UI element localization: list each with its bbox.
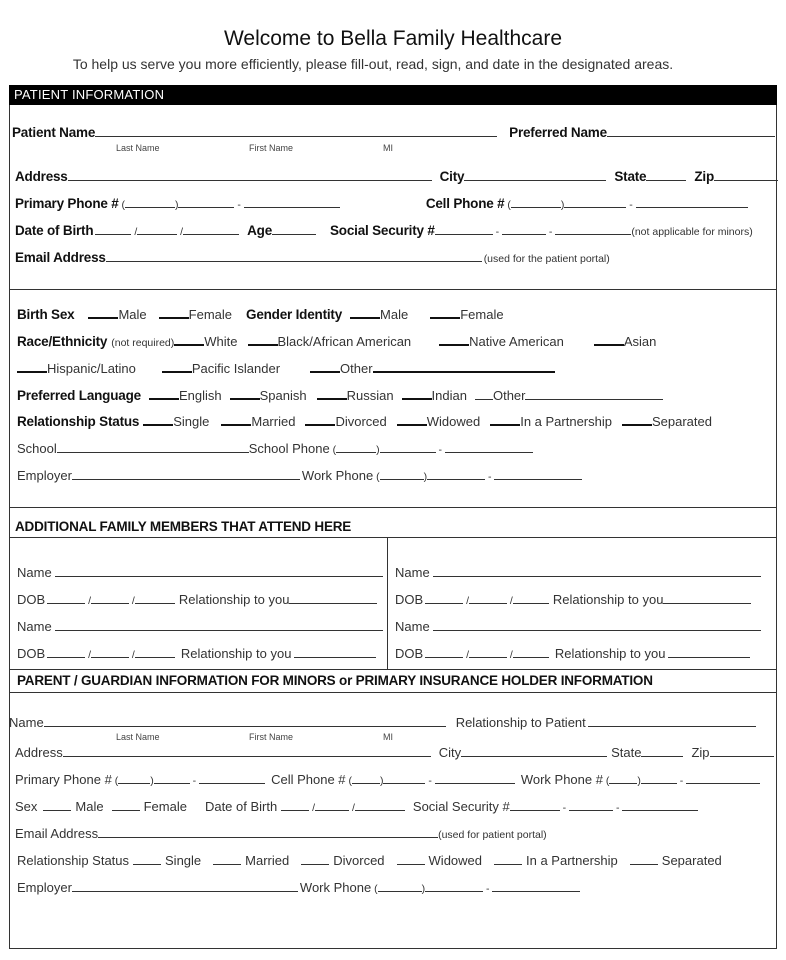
family-2-relationship-label: Relationship to you [552,592,664,607]
work-phone-prefix[interactable] [427,468,485,480]
employer-label: Employer [17,468,72,483]
dob-month[interactable] [95,223,131,235]
family-2-dob-row: DOB / / Relationship to you [395,592,751,607]
email-label: Email Address [15,250,106,265]
guardian-zip-label: Zip [691,745,710,760]
race-pacific-label: Pacific Islander [191,361,281,376]
race-other-check[interactable] [310,361,340,373]
family-1-relationship-label: Relationship to you [178,592,290,607]
rel-widowed-label: Widowed [426,414,481,429]
guardian-employer-field[interactable] [72,880,298,892]
primary-phone-area[interactable] [125,196,175,208]
guardian-rel-status-label: Relationship Status [17,853,130,868]
rel-separated-check[interactable] [622,414,652,426]
guardian-name-field[interactable] [44,715,446,727]
family-3-dob-month[interactable] [47,646,85,658]
guardian-workphone-prefix[interactable] [425,880,483,892]
language-row [17,388,663,403]
phone-row: Primary Phone # ( ) - Cell Phone # ( ) - [15,196,748,211]
guardian-phone-row: Primary Phone # ( ) - Cell Phone # ( ) - Work Phone # ( ) - [15,772,760,787]
family-2-dob-year[interactable] [513,592,549,604]
guardian-ssn-part3[interactable] [622,799,698,811]
race-white-label: White [204,334,238,349]
primary-phone-label: Primary Phone # [15,196,119,211]
guardian-email-field[interactable] [98,826,438,838]
gender-male-check[interactable] [350,307,380,319]
family-4-name-label: Name [395,619,430,634]
birth-sex-female-label: Female [188,307,233,322]
age-label: Age [247,223,272,238]
guardian-single-label: Single [165,853,202,868]
patient-name-field[interactable] [95,125,497,137]
family-1-name-field[interactable] [55,565,383,577]
guardian-work-line[interactable] [686,772,760,784]
email-row [15,250,610,265]
gender-identity-label: Gender Identity [246,307,343,322]
guardian-section-header: PARENT / GUARDIAN INFORMATION FOR MINORS or PRIMARY INSURANCE HOLDER INFORMATION [17,673,653,688]
guardian-zip-field[interactable] [710,745,774,757]
guardian-employer-label: Employer [17,880,72,895]
race-note: (not required) [111,337,175,349]
lang-english-label: English [178,388,222,403]
work-phone-label: Work Phone [301,468,374,483]
family-2-name-field[interactable] [433,565,761,577]
form-subtitle: To help us serve you more efficiently, please fill-out, read, sign, and date in the designated areas. [72,56,674,72]
family-3-name-row [17,619,383,634]
state-field[interactable] [646,169,686,181]
guardian-first-name-caption: First Name [249,732,294,742]
family-2-dob-label: DOB [395,592,424,607]
divider [9,537,777,538]
zip-field[interactable] [714,169,778,181]
guardian-dob-day[interactable] [315,799,349,811]
guardian-married-check[interactable] [213,853,241,865]
birth-sex-male-check[interactable] [88,307,118,319]
rel-married-label: Married [251,414,296,429]
birth-sex-label: Birth Sex [17,307,75,322]
guardian-partnership-check[interactable] [494,853,522,865]
guardian-employer-row: Employer Work Phone ( ) - [17,880,580,895]
divider [9,669,777,670]
preferred-name-label: Preferred Name [509,125,607,140]
guardian-workphone-area[interactable] [378,880,422,892]
guardian-state-label: State [611,745,642,760]
rel-partnership-check[interactable] [490,414,520,426]
guardian-separated-check[interactable] [630,853,658,865]
lang-russian-label: Russian [346,388,394,403]
form-title: Welcome to Bella Family Healthcare [223,27,563,50]
race-pacific-check[interactable] [162,361,192,373]
guardian-relationship-label: Relationship to Patient [455,715,586,730]
guardian-dob-label: Date of Birth [204,799,278,814]
family-2-name-row [395,565,761,580]
language-label: Preferred Language [17,388,141,403]
guardian-email-label: Email Address [15,826,99,841]
race-native-label: Native American [469,334,564,349]
school-field[interactable] [57,441,249,453]
rel-married-check[interactable] [221,414,251,426]
family-3-dob-day[interactable] [91,646,129,658]
family-3-relationship-field[interactable] [294,646,376,658]
family-2-dob-month[interactable] [425,592,463,604]
patient-name-label: Patient Name [12,125,96,140]
address-field[interactable] [68,169,432,181]
race-hispanic-check[interactable] [17,361,47,373]
lang-indian-label: Indian [431,388,467,403]
family-1-dob-row: DOB / / Relationship to you [17,592,377,607]
cell-phone-prefix[interactable] [564,196,626,208]
school-label: School [17,441,57,456]
cell-phone-label: Cell Phone # [425,196,505,211]
guardian-sex-row: Sex Male Female Date of Birth / / Social Security # - - [15,799,698,814]
patient-name-row [12,125,775,140]
guardian-ssn-part2[interactable] [569,799,613,811]
guardian-state-field[interactable] [641,745,683,757]
school-phone-area[interactable] [336,441,376,453]
guardian-female-check[interactable] [112,799,140,811]
family-3-name-label: Name [17,619,52,634]
state-label: State [614,169,647,184]
employer-row: Employer Work Phone ( ) - [17,468,582,483]
guardian-separated-label: Separated [661,853,722,868]
guardian-primary-line[interactable] [199,772,265,784]
family-3-dob-row: DOB / / Relationship to you [17,646,376,661]
work-phone-line[interactable] [494,468,582,480]
family-4-dob-label: DOB [395,646,424,661]
family-3-relationship-label: Relationship to you [180,646,292,661]
relationship-status-label: Relationship Status [17,414,140,429]
gender-female-check[interactable] [430,307,460,319]
guardian-address-field[interactable] [63,745,431,757]
lang-spanish-check[interactable] [230,388,260,400]
primary-phone-prefix[interactable] [178,196,234,208]
rel-single-label: Single [173,414,210,429]
family-4-dob-row: DOB / / Relationship to you [395,646,750,661]
dob-year[interactable] [183,223,239,235]
guardian-email-note: (used for patient portal) [438,829,547,841]
family-4-relationship-label: Relationship to you [554,646,666,661]
school-phone-line[interactable] [445,441,533,453]
family-1-relationship-field[interactable] [289,592,377,604]
guardian-cell-phone-label: Cell Phone # [271,772,346,787]
email-field[interactable] [106,250,482,262]
guardian-partnership-label: In a Partnership [526,853,618,868]
race-asian-label: Asian [623,334,657,349]
guardian-workphone-line[interactable] [492,880,580,892]
family-4-name-row [395,619,761,634]
rel-divorced-check[interactable] [305,414,335,426]
family-3-name-field[interactable] [55,619,383,631]
guardian-widowed-check[interactable] [397,853,425,865]
ssn-part2[interactable] [502,223,546,235]
birth-sex-female-check[interactable] [159,307,189,319]
guardian-male-check[interactable] [43,799,71,811]
ssn-label: Social Security # [330,223,435,238]
race-asian-check[interactable] [594,334,624,346]
guardian-relationship-field[interactable] [588,715,756,727]
guardian-work-prefix[interactable] [641,772,677,784]
work-phone-area[interactable] [380,468,424,480]
last-name-caption: Last Name [116,143,160,153]
guardian-email-row [15,826,547,841]
rel-single-check[interactable] [143,414,173,426]
race-white-check[interactable] [174,334,204,346]
divider [9,289,777,290]
primary-phone-line[interactable] [244,196,340,208]
guardian-divorced-check[interactable] [301,853,329,865]
family-1-name-label: Name [17,565,52,580]
divider [9,692,777,693]
guardian-divorced-label: Divorced [333,853,385,868]
guardian-dob-year[interactable] [355,799,405,811]
dob-label: Date of Birth [15,223,94,238]
guardian-female-label: Female [143,799,187,814]
lang-other-field[interactable] [525,388,663,400]
family-2-relationship-field[interactable] [663,592,751,604]
guardian-primary-area[interactable] [118,772,150,784]
gender-female-label: Female [460,307,504,322]
school-row: School School Phone ( ) - [17,441,533,456]
guardian-ssn-label: Social Security # [412,799,510,814]
family-4-relationship-field[interactable] [668,646,750,658]
family-1-dob-month[interactable] [47,592,85,604]
lang-other-label: Other [492,388,526,403]
guardian-address-label: Address [15,745,63,760]
race-other-field[interactable] [373,361,555,373]
age-field[interactable] [272,223,316,235]
city-label: City [439,169,465,184]
ssn-note: (not applicable for minors) [631,226,753,238]
race-row [17,334,656,349]
cell-phone-line[interactable] [636,196,748,208]
guardian-primary-phone-label: Primary Phone # [15,772,112,787]
dob-day[interactable] [137,223,177,235]
ssn-part3[interactable] [555,223,631,235]
rel-divorced-label: Divorced [335,414,387,429]
guardian-dob-month[interactable] [281,799,309,811]
school-phone-prefix[interactable] [380,441,436,453]
guardian-name-row [9,715,756,730]
guardian-work-phone-label: Work Phone [299,880,372,895]
zip-label: Zip [694,169,715,184]
city-field[interactable] [464,169,606,181]
guardian-ssn-part1[interactable] [510,799,560,811]
gender-male-label: Male [380,307,409,322]
guardian-city-field[interactable] [461,745,607,757]
email-note: (used for the patient portal) [483,253,610,265]
family-section-header: ADDITIONAL FAMILY MEMBERS THAT ATTEND HERE [15,519,352,534]
family-2-name-label: Name [395,565,430,580]
divider [9,507,777,508]
race-hispanic-label: Hispanic/Latino [47,361,136,376]
dob-row: Date of Birth / / Age Social Security # - - (not applicable for minors) [15,223,753,238]
guardian-city-label: City [438,745,462,760]
guardian-cell-line[interactable] [435,772,515,784]
rel-widowed-check[interactable] [397,414,427,426]
race-row-2 [17,361,555,376]
race-black-label: Black/African American [277,334,412,349]
guardian-last-name-caption: Last Name [116,732,160,742]
race-native-check[interactable] [439,334,469,346]
employer-field[interactable] [72,468,300,480]
form-frame [9,85,777,949]
lang-other-check[interactable] [475,388,493,400]
address-row [15,169,778,184]
family-1-dob-label: DOB [17,592,46,607]
guardian-primary-prefix[interactable] [154,772,190,784]
first-name-caption: First Name [249,143,294,153]
family-3-dob-label: DOB [17,646,46,661]
race-other-label: Other [340,361,373,376]
family-1-dob-year[interactable] [135,592,175,604]
guardian-work-area[interactable] [609,772,637,784]
guardian-married-label: Married [245,853,290,868]
cell-phone-area[interactable] [511,196,561,208]
address-label: Address [15,169,68,184]
lang-english-check[interactable] [149,388,179,400]
family-2-dob-day[interactable] [469,592,507,604]
guardian-sex-label: Sex [15,799,38,814]
family-4-dob-year[interactable] [513,646,549,658]
family-1-name-row [17,565,383,580]
guardian-mi-caption: MI [383,732,393,742]
guardian-work-phone-hash-label: Work Phone # [520,772,603,787]
column-divider [387,537,388,669]
guardian-address-row [15,745,774,760]
birth-sex-row [17,307,504,322]
guardian-male-label: Male [75,799,104,814]
family-3-dob-year[interactable] [135,646,175,658]
guardian-cell-area[interactable] [352,772,380,784]
patient-info-header: PATIENT INFORMATION [9,85,777,105]
guardian-relationship-row [17,853,722,868]
family-1-dob-day[interactable] [91,592,129,604]
lang-russian-check[interactable] [317,388,347,400]
preferred-name-field[interactable] [607,125,775,137]
race-black-check[interactable] [248,334,278,346]
family-4-name-field[interactable] [433,619,761,631]
family-4-dob-month[interactable] [425,646,463,658]
mi-caption: MI [383,143,393,153]
lang-indian-check[interactable] [402,388,432,400]
guardian-single-check[interactable] [133,853,161,865]
guardian-widowed-label: Widowed [428,853,482,868]
rel-separated-label: Separated [651,414,712,429]
guardian-name-label: Name [9,715,44,730]
family-4-dob-day[interactable] [469,646,507,658]
guardian-cell-prefix[interactable] [383,772,425,784]
ssn-part1[interactable] [435,223,493,235]
school-phone-label: School Phone [248,441,330,456]
race-label: Race/Ethnicity [17,334,108,349]
rel-partnership-label: In a Partnership [520,414,612,429]
birth-sex-male-label: Male [118,307,147,322]
lang-spanish-label: Spanish [259,388,307,403]
relationship-row [17,414,712,429]
